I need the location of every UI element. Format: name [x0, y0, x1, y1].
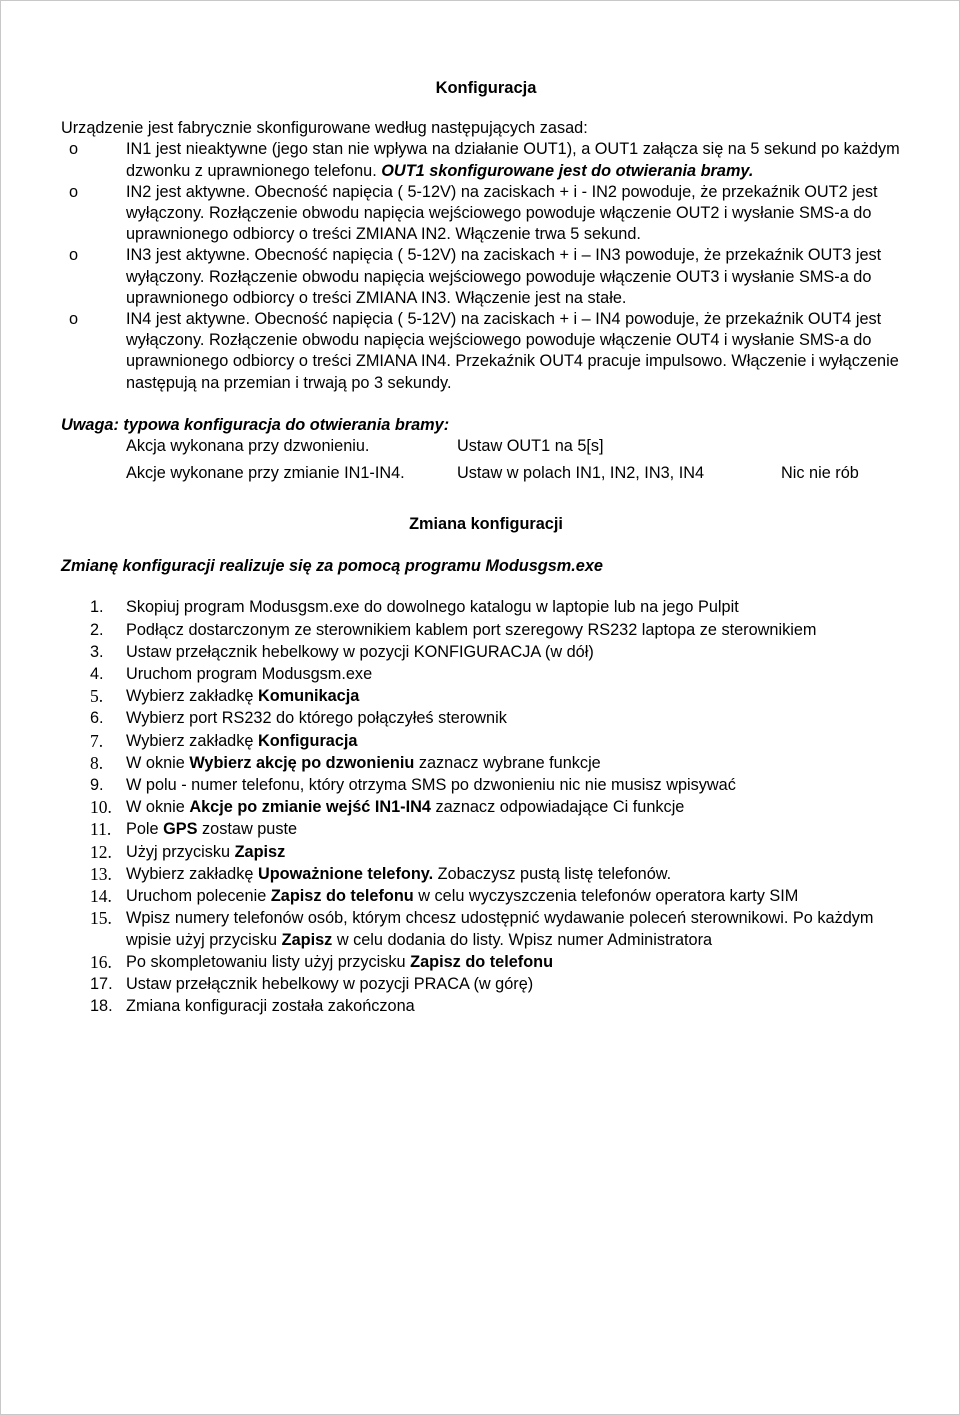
list-item [61, 819, 911, 840]
step-text: Wybierz zakładkę [126, 731, 258, 750]
step-bold: Zapisz [234, 842, 286, 861]
list-item [61, 597, 911, 618]
step-bold: Wybierz akcję po dzwonieniu [189, 753, 415, 772]
note-extra: Nic nie rób [781, 463, 859, 482]
step-number: 2. [90, 620, 104, 639]
list-item [61, 620, 911, 641]
step-number: 10. [90, 797, 112, 818]
bullet-marker: o [69, 182, 79, 201]
list-item [61, 952, 911, 973]
step-text: Wybierz zakładkę [126, 864, 258, 883]
step-text: Wpisz numery telefonów osób, którym chcesz udostępnić wydawanie poleceń sterownikowi. Po każdym wpisie użyj przycisku [126, 909, 874, 949]
list-item [61, 864, 911, 885]
step-text-after: zaznacz wybrane funkcje [414, 753, 601, 772]
step-bold: Zapisz do telefonu [410, 952, 554, 971]
step-bold: Zapisz do telefonu [270, 887, 414, 906]
step-text-after: Zobaczysz pustą listę telefonów. [433, 864, 672, 883]
step-bold: Zapisz [281, 930, 333, 949]
step-number: 12. [90, 841, 112, 862]
note-row [61, 457, 911, 484]
list-item [61, 139, 911, 181]
list-item [61, 996, 911, 1017]
step-text: Ustaw przełącznik hebelkowy w pozycji PRACA (w górę) [126, 974, 534, 993]
step-text-after: w celu wyczyszczenia telefonów operatora karty SIM [413, 887, 799, 906]
step-number: 8. [90, 752, 104, 773]
list-item [61, 974, 911, 995]
list-item [61, 642, 911, 663]
step-bold: GPS [163, 820, 198, 839]
step-number: 18. [90, 997, 113, 1016]
note-heading: Uwaga: typowa konfiguracja do otwierania bramy: [61, 415, 450, 434]
step-number: 6. [90, 709, 104, 728]
list-item [61, 182, 911, 246]
program-note: Zmianę konfiguracji realizuje się za pomocą programu Modusgsm.exe [61, 557, 603, 576]
step-text-after: zaznacz odpowiadające Ci funkcje [430, 798, 685, 817]
note-action: Akcje wykonane przy zmianie IN1-IN4. [126, 463, 405, 482]
step-bold: Akcje po zmianie wejść IN1-IN4 [189, 798, 431, 817]
steps-list [61, 597, 911, 1017]
note-row [61, 436, 911, 457]
section-title: Zmiana konfiguracji [409, 515, 563, 534]
step-text: Po skompletowaniu listy użyj przycisku [126, 952, 411, 971]
step-number: 3. [90, 642, 104, 661]
bullet-marker: o [69, 246, 79, 265]
step-text: Uruchom program Modusgsm.exe [126, 665, 373, 684]
step-text-after: zostaw puste [197, 820, 298, 839]
step-number: 9. [90, 776, 104, 795]
step-text: Pole [126, 820, 164, 839]
list-item [61, 842, 911, 863]
list-item [61, 886, 911, 907]
rule-text: IN1 jest nieaktywne (jego stan nie wpływa na działanie OUT1), a OUT1 załącza się na 5 sekund po każdym dzwonku z uprawnionego telefonu. [126, 140, 900, 180]
rule-text: IN4 jest aktywne. Obecność napięcia ( 5-12V) na zaciskach + i – IN4 powoduje, że przekaźnik OUT4 jest wyłączony. Rozłączenie obwodu napięcia wejściowego powoduje włączenie OUT4 i wysłanie SMS-a do uprawnionego odbiorcy o treści ZMIANA IN4. Przekaźnik OUT4 pracuje impulsowo. Włączenie i wyłączenie następują na przemian i trwają po 3 sekundy. [126, 310, 899, 392]
list-item [61, 664, 911, 685]
step-text-after: w celu dodania do listy. Wpisz numer Administratora [332, 930, 713, 949]
list-item [61, 245, 911, 309]
document-body [61, 78, 911, 1018]
page-title: Konfiguracja [435, 79, 537, 97]
step-number: 14. [90, 886, 112, 907]
list-item [61, 708, 911, 729]
note-setting: Ustaw OUT1 na 5[s] [457, 436, 604, 455]
note-action: Akcja wykonana przy dzwonieniu. [126, 436, 370, 455]
list-item [61, 309, 911, 394]
step-text: Użyj przycisku [126, 842, 235, 861]
step-text: Skopiuj program Modusgsm.exe do dowolnego katalogu w laptopie lub na jego Pulpit [126, 598, 739, 617]
list-item [61, 753, 911, 774]
step-number: 1. [90, 598, 104, 617]
list-item [61, 731, 911, 752]
rule-text: IN3 jest aktywne. Obecność napięcia ( 5-12V) na zaciskach + i – IN3 powoduje, że przekaźnik OUT3 jest wyłączony. Rozłączenie obwodu napięcia wejściowego powoduje włączenie OUT3 i wysłanie SMS-a do uprawnionego odbiorcy o treści ZMIANA IN3. Włączenie jest na stałe. [126, 246, 882, 307]
step-number: 4. [90, 665, 104, 684]
list-item [61, 908, 911, 950]
step-number: 7. [90, 730, 104, 751]
step-number: 13. [90, 863, 112, 884]
step-number: 15. [90, 908, 112, 929]
step-text: Wybierz zakładkę [126, 687, 258, 706]
step-text: W oknie [126, 798, 190, 817]
note-setting: Ustaw w polach IN1, IN2, IN3, IN4 [457, 463, 705, 482]
rules-list [61, 139, 911, 393]
step-number: 11. [90, 819, 112, 840]
list-item [61, 775, 911, 796]
intro-text: Urządzenie jest fabrycznie skonfigurowane według następujących zasad: [61, 119, 588, 138]
step-number: 5. [90, 686, 104, 707]
step-number: 17. [90, 974, 113, 993]
step-text: Uruchom polecenie [126, 887, 271, 906]
step-text: W oknie [126, 753, 190, 772]
step-bold: Konfiguracja [257, 731, 358, 750]
list-item [61, 797, 911, 818]
rule-text: IN2 jest aktywne. Obecność napięcia ( 5-12V) na zaciskach + i - IN2 powoduje, że przekaźnik OUT2 jest wyłączony. Rozłączenie obwodu napięcia wejściowego powoduje włączenie OUT2 i wysłanie SMS-a do uprawnionego odbiorcy o treści ZMIANA IN2. Włączenie trwa 5 sekund. [126, 182, 878, 244]
step-number: 16. [90, 951, 112, 972]
bullet-marker: o [69, 140, 79, 159]
step-bold: Komunikacja [257, 687, 360, 706]
step-text: Wybierz port RS232 do którego połączyłeś sterownik [126, 709, 507, 728]
rule-emphasis: OUT1 skonfigurowane jest do otwierania bramy. [381, 161, 754, 180]
bullet-marker: o [69, 310, 79, 329]
step-text: Zmiana konfiguracji została zakończona [126, 997, 415, 1016]
step-text: W polu - numer telefonu, który otrzyma SMS po dzwonieniu nic nie musisz wpisywać [126, 776, 736, 795]
list-item [61, 686, 911, 707]
step-text: Ustaw przełącznik hebelkowy w pozycji KONFIGURACJA (w dół) [126, 642, 594, 661]
step-bold: Upoważnione telefony. [257, 864, 434, 883]
step-text: Podłącz dostarczonym ze sterownikiem kablem port szeregowy RS232 laptopa ze sterownikiem [126, 620, 817, 639]
